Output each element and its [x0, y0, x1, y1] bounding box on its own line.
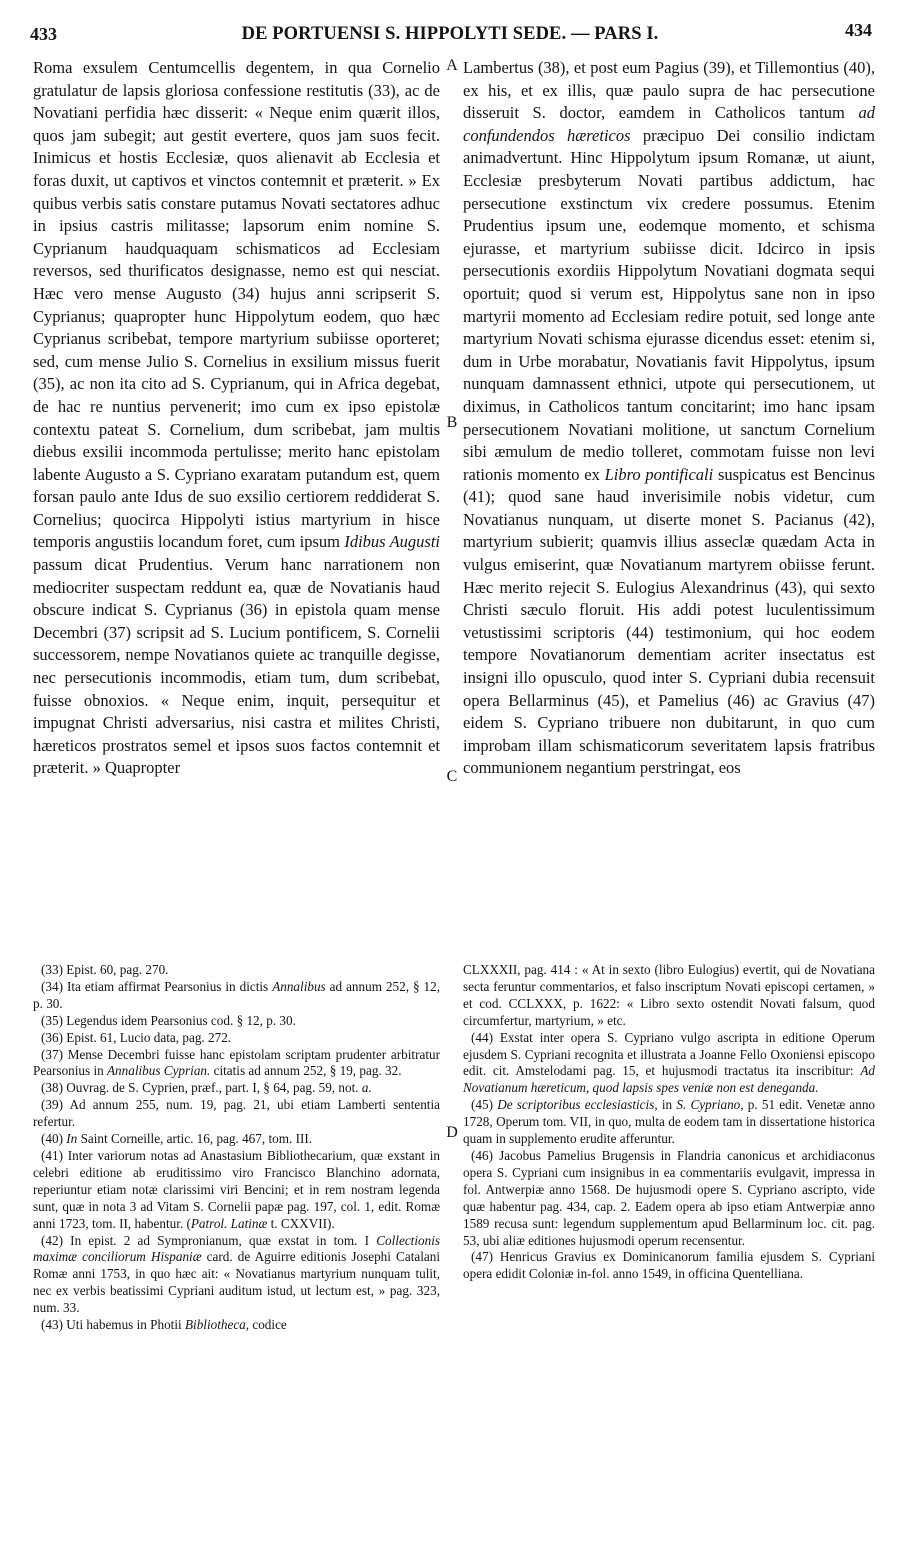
main-text-run: Lambertus (38), et post eum Pagius (39), et Tillemontius (40), ex his, et ex illis, quæ paulo supra de hac persecutione disseruit S. doctor, eamdem in Catholicos tantum	[463, 58, 875, 123]
footnote-44	[463, 1030, 875, 1098]
footnote-text: (45)	[471, 1097, 493, 1113]
page-number-right: 434	[845, 20, 872, 40]
margin-letter-a: A	[446, 57, 458, 74]
footnote-text: Saint Corneille, artic. 16, pag. 467, tom. III.	[80, 1131, 313, 1147]
main-text-paragraph	[33, 57, 440, 780]
footnote-text: (40)	[41, 1131, 63, 1147]
footnote-46: (46) Jacobus Pamelius Brugensis in Flandria canonicus et archidiaconus opera S. Cypriani cum insignibus in ea commentariis evulgavit, impressa in fol. Antwerpiæ anno 1568. De hujusmodi opere S. Cypriano ascripto, vide quæ habentur pag. 434, cap. 2. Eadem opera ab ipso etiam Antwerpiæ anno 1589 recusa sunt: legendum supplementum apud Bellarminum loc. cit. pag. 53, ubi aliæ editiones hujusmodi operum recensentur.	[463, 1147, 875, 1248]
footnotes-right-column	[463, 962, 875, 1532]
main-text-run: passum dicat Prudentius. Verum hanc narrationem non mediocriter suspectam reddunt ea, quæ de Novatianis haud obscure indicat S. Cyprianus (36) in epistola quam mense Decembri (37) scripsit ad S. Lucium pontificem, S. Cornelii successorem, nempe Novatianos quiete ac tranquille degisse, nec persecutionis incommodis, etiam tum, dum scribebat, fuisse obnoxios. « Neque enim, inquit, persequitur et impugnat Christi adversarius, nisi castra et milites Christi, hæreticos prostratos semel et ipsos suos factos contemnit et præterit. » Quapropter	[33, 555, 440, 778]
footnote-text: (41) Inter variorum notas ad Anastasium Bibliothecarium, quæ exstant in celebri editione ab eruditissimo viro Francisco Blanchino adornata, reperiuntur etiam notæ clarissimi viri Bencini; et in rem nostram legenda sunt, quæ in nota 3 ad Vitam S. Cornelii papæ pag. 197, col. 1, edit. Romæ anni 1723, tom. II, habentur. (	[33, 1147, 440, 1231]
margin-letter-b: B	[446, 414, 458, 431]
footnote-38	[33, 1080, 440, 1097]
running-title: DE PORTUENSI S. HIPPOLYTI SEDE. — PARS I.	[241, 24, 659, 44]
italic-phrase: Libro pontificali	[604, 464, 714, 484]
footnote-37	[33, 1047, 440, 1081]
footnote-text: (42) In epist. 2 ad Sympronianum, quæ exstat in tom. I	[41, 1232, 370, 1248]
footnote-text: (44) Exstat inter opera S. Cypriano vulgo ascripta in editione Operum ejusdem S. Cypriani recognita et illustrata a Joanne Fello Oxoniensi episcopo edit. cit. Amstelodami pag. 15, et hujusmodi tractatus ita inscribitur:	[463, 1029, 875, 1079]
footnote-italic: a.	[361, 1080, 372, 1096]
footnote-39: (39) Ad annum 255, num. 19, pag. 21, ubi etiam Lamberti sententia refertur.	[33, 1097, 440, 1130]
page-header	[0, 0, 900, 52]
main-text-left-column	[33, 57, 440, 952]
footnote-47: (47) Henricus Gravius ex Dominicanorum familia ejusdem S. Cypriani opera edidit Coloniæ in-fol. anno 1549, in officina Quentelliana.	[463, 1249, 875, 1282]
footnote-text: (37) Mense Decembri fuisse hanc epistolam scriptam prudenter arbitratur Pearsonius in	[33, 1046, 440, 1079]
footnote-text: (43) Uti habemus in Photii	[41, 1317, 182, 1333]
italic-phrase: Idibus Augusti	[344, 532, 440, 552]
main-text-run: Roma exsulem Centumcellis degentem, in qua Cornelio gratulatur de lapsis gloriosa confessione restitutis (33), ac de Novatiani perfidia hæc disserit: « Neque enim quærit illos, quos jam subegit; aut gestit evertere, quos jam suos fecit. Inimicus et hostis Ecclesiæ, quos alienavit ab Ecclesia et foras duxit, ut captivos et vinctos contemnit et præterit. » Ex quibus verbis satis constare putamus Novati sectatores adhuc in ipsius castris militasse; lapsorum enim nomine S. Cyprianum haudquaquam schismaticos ad Ecclesiam reversos, sed thurificatos designasse, nemo est qui nesciat. Hæc vero mense Augusto (34) hujus anni scripserit S. Cyprianus; quapropter hunc Hippolytum eodem, quo hæc Cyprianus scribebat, tempore martyrium subiisse oporteret; sed, cum mense Julio S. Cornelius in exsilium missus fuerit (35), ac non ita cito ad S. Cyprianum, qui in Africa degebat, de hac re nuntius pervenerit; imo cum ex ipso epistolæ contextu pateat S. Cornelium, dum scribebat, jam multis diebus exsilii incommoda pertulisse; merito hanc epistolam labente Augusto a S. Cypriano exaratam putandum est, quem forsan paulo ante Idus de suo exsilio certiorem reddiderat S. Cornelius; quocirca Hippolyti istius martyrium in hisce temporis angustiis locandum foret, cum ipsum	[33, 58, 440, 552]
footnote-italic: Ad Novatianum hæreticum, quod lapsis spes veniæ non est deneganda.	[463, 1063, 875, 1096]
footnote-italic: Annalibus Cyprian.	[107, 1063, 211, 1079]
footnotes-left-column	[33, 962, 440, 1532]
footnote-34	[33, 979, 440, 1013]
footnote-italic: Collectionis maximæ conciliorum Hispaniæ	[33, 1232, 440, 1265]
footnote-italic: Patrol. Latinæ	[190, 1215, 268, 1231]
footnote-41	[33, 1148, 440, 1233]
footnote-45	[463, 1097, 875, 1148]
footnote-text: codice	[252, 1317, 287, 1333]
footnote-text: t. CXXVII).	[270, 1215, 335, 1231]
main-text-paragraph	[463, 57, 875, 780]
footnote-35: (35) Legendus idem Pearsonius cod. § 12, p. 30.	[41, 1012, 296, 1028]
main-text-right-column	[463, 57, 875, 952]
margin-letter-d: D	[446, 1124, 458, 1141]
margin-letter-c: C	[446, 768, 458, 785]
footnote-40	[33, 1131, 440, 1148]
footnote-italic: S. Cypriano,	[676, 1097, 744, 1113]
footnote-43-continued: CLXXXII, pag. 414 : « At in sexto (libro Eulogius) evertit, qui de Novatiana secta feruntur commentarios, et falso inscriptum Novati episcopi certamen, » et cod. CCLXXX, p. 1622: « Libro sexto ostendit Novati falsum, quod circumfertur, martyrium, » etc.	[463, 962, 875, 1028]
footnote-text: card. de Aguirre editionis Josephi Catalani Romæ anni 1753, in quo hæc ait: « Novatianus martyrium nunquam tulit, nec ex verbis beatissimi Cypriani auditum istud, ut lectum est, » pag. 323, num. 33.	[33, 1249, 440, 1316]
footnote-text: in	[661, 1097, 673, 1113]
footnote-36: (36) Epist. 61, Lucio data, pag. 272.	[41, 1029, 232, 1045]
footnote-italic: In	[66, 1131, 78, 1147]
footnote-italic: Annalibus	[272, 978, 326, 994]
page-number-left: 433	[30, 24, 57, 44]
footnote-text: (38) Ouvrag. de S. Cyprien, præf., part. I, § 64, pag. 59, not.	[41, 1080, 359, 1096]
main-text-run: præcipuo Dei consilio indictam animadvertunt. Hinc Hippolytum ipsum Romanæ, ut aiunt, Ecclesiæ presbyterum Novati partibus addictum, hac persecutione exstinctum vix credere possumus. Etenim Prudentius ipsum une, eodemque momento, et schisma ejurasse, et martyrium subiisse dicit. Idcirco in ipsis persecutionis exordiis Hippolytum Novatiani dogmata sequi oportuit; quod si verum est, Hippolytus sane non in ipso martyrii momento ad Ecclesiam redire potuit, sed longe ante martyrium Novati schisma ejurasse dicendus esset: etenim si, dum in Urbe morabatur, Novatianis favit Hippolytus, ipsum nunquam damnassent ethnici, utpote qui persecutionem, ut diximus, in Catholicos tantum concitarint; imo hanc ipsam persecutionem Novatiani molitione, ut sanctum Cornelium sibi æmulum de medio tolleret, commotam fuisse non levi rationis momento ex	[463, 125, 875, 484]
footnote-text: ad annum 252, § 12, p. 30.	[33, 978, 440, 1011]
main-text-run: suspicatus est Bencinus (41); quod sane haud inverisimile nobis videtur, cum Novatianus nunquam, ut diserte monet S. Pacianus (42), martyrium subierit; quamvis illius asseclæ quædam Acta in vulgus emiserint, quæ Novatianum martyrem obiisse ferunt. Hæc merito rejecit S. Eulogius Alexandrinus (43), qui sexto Christi sæculo floruit. His addi potest luculentissimum vetustissimi scriptoris (44) testimonium, qui hoc eodem tempore Novatianorum dementiam acriter insectatus est insigni illo opusculo, quod inter S. Cypriani dubia recensuit opera Bellarminus (45), et Pamelius (46) ac Gravius (47) eidem S. Cypriano tribuere non dubitarunt, in quo cum improbam illam schismaticorum severitatem lapsis fratribus communionem negantium perstringat, eos	[463, 464, 875, 778]
italic-phrase: ad confundendos hæreticos	[463, 103, 875, 145]
footnote-33: (33) Epist. 60, pag. 270.	[41, 962, 169, 977]
footnote-text: p. 51 edit. Venetæ anno 1728, Operum tom. VII, in quo, multa de eodem tam in dissertatione historica quam in supplemento erudite afferuntur.	[463, 1097, 875, 1147]
footnote-italic: De scriptoribus ecclesiasticis,	[497, 1097, 658, 1113]
footnote-43	[33, 1317, 440, 1334]
footnote-text: (34) Ita etiam affirmat Pearsonius in dictis	[41, 978, 269, 994]
footnote-italic: Bibliotheca,	[184, 1317, 250, 1333]
footnote-text: citatis ad annum 252, § 19, pag. 32.	[213, 1063, 402, 1079]
footnote-42	[33, 1233, 440, 1318]
